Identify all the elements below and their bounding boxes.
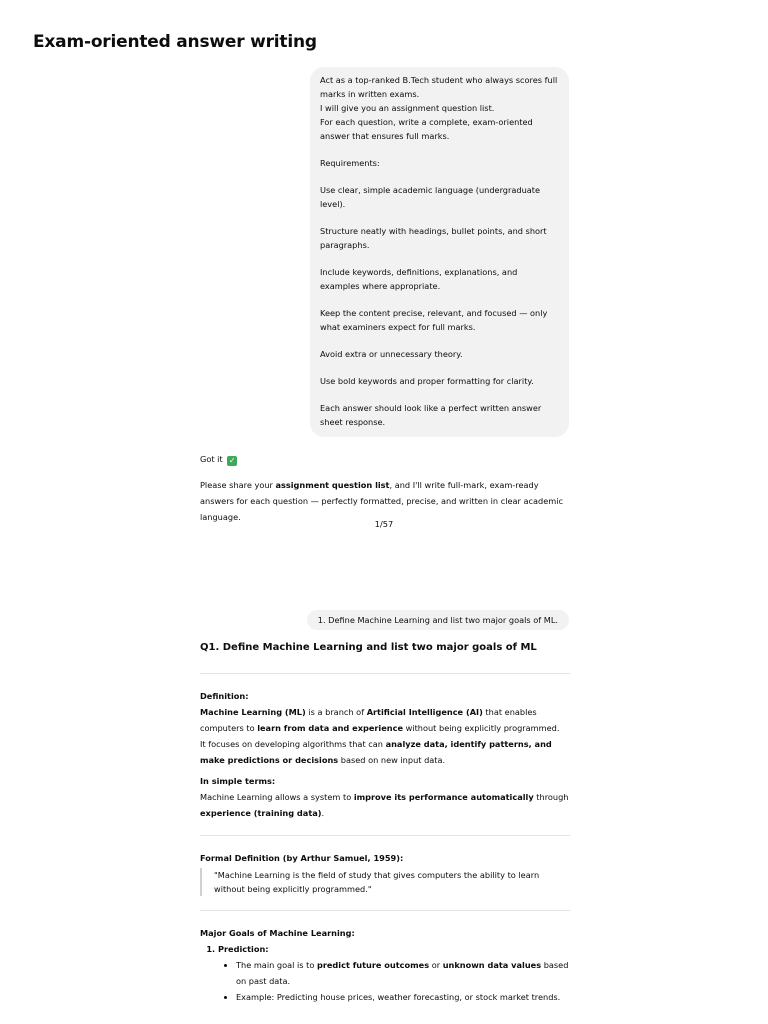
requirement-item: Include keywords, definitions, explanations, and examples where appropriate. bbox=[320, 267, 518, 291]
simple-terms-label: In simple terms: bbox=[200, 776, 276, 786]
text: The main goal is to bbox=[236, 960, 317, 970]
response-pager bbox=[0, 519, 768, 529]
requirement-item: Avoid extra or unnecessary theory. bbox=[320, 349, 463, 359]
goal-bullet bbox=[236, 957, 570, 989]
requirements-label: Requirements: bbox=[320, 158, 380, 168]
bold-term: predict future outcomes bbox=[316, 960, 430, 970]
formal-definition-quote: "Machine Learning is the field of study that gives computers the ability to learn without being explicitly programmed." bbox=[200, 868, 570, 896]
requirement-item: Keep the content precise, relevant, and focused — only what examiners expect for full marks. bbox=[320, 308, 548, 332]
reply-bold: assignment question list bbox=[275, 480, 390, 490]
text: . bbox=[321, 808, 325, 818]
text: or bbox=[429, 960, 443, 970]
goals-list bbox=[200, 941, 570, 1005]
user-message-line: For each question, write a complete, exam-oriented answer that ensures full marks. bbox=[320, 117, 533, 141]
goal-bullets bbox=[218, 957, 570, 1005]
requirement-item: Each answer should look like a perfect written answer sheet response. bbox=[320, 403, 542, 427]
user-message-bubble bbox=[310, 67, 569, 437]
response-page-indicator[interactable]: 1/57 bbox=[374, 519, 394, 529]
bold-term: unknown data values bbox=[442, 960, 542, 970]
text: Machine Learning allows a system to bbox=[200, 792, 354, 802]
user-message-text: 1. Define Machine Learning and list two major goals of ML. bbox=[317, 615, 558, 625]
reply-text: , and I'll write full-mark, exam-ready answers for each question — perfectly formatted, precise, and written in clear academic language. bbox=[200, 480, 564, 522]
page-title: Exam-oriented answer writing bbox=[33, 32, 317, 52]
text: through bbox=[533, 792, 569, 802]
simple-terms-text bbox=[200, 789, 570, 821]
requirement-item: Use bold keywords and proper formatting for clarity. bbox=[320, 376, 534, 386]
bold-term: Machine Learning (ML) bbox=[200, 707, 306, 717]
user-message-bubble-2 bbox=[307, 610, 569, 630]
user-message-line: Act as a top-ranked B.Tech student who always scores full marks in written exams. bbox=[320, 75, 558, 99]
goal-bullet bbox=[236, 989, 570, 1005]
assistant-answer bbox=[200, 639, 570, 1005]
assistant-reply-text bbox=[200, 477, 570, 525]
answer-heading: Q1. Define Machine Learning and list two major goals of ML bbox=[200, 642, 537, 653]
assistant-got-it bbox=[200, 451, 570, 467]
text: Example: Predicting house prices, weather forecasting, or stock market trends. bbox=[236, 992, 561, 1002]
text: It focuses on developing algorithms that can bbox=[200, 739, 386, 749]
requirement-item: Structure neatly with headings, bullet points, and short paragraphs. bbox=[320, 226, 547, 250]
text: is a branch of bbox=[305, 707, 367, 717]
bold-term: learn from data and experience bbox=[257, 723, 404, 733]
definition-label: Definition: bbox=[200, 691, 249, 701]
bold-term: experience (training data) bbox=[200, 808, 322, 818]
goals-label: Major Goals of Machine Learning: bbox=[200, 928, 355, 938]
requirement-item: Use clear, simple academic language (undergraduate level). bbox=[320, 185, 541, 209]
got-it-text: Got it bbox=[200, 454, 223, 464]
reply-text: Please share your bbox=[200, 480, 276, 490]
text: without being explicitly programmed. bbox=[403, 723, 560, 733]
bold-term: analyze data, identify patterns, and make predictions or decisions bbox=[200, 739, 552, 765]
check-mark-icon: ✓ bbox=[228, 456, 236, 465]
bold-term: improve its performance automatically bbox=[353, 792, 534, 802]
goal-title: Prediction: bbox=[218, 944, 269, 954]
text: that enables computers to bbox=[200, 707, 537, 733]
definition-text-1 bbox=[200, 704, 570, 736]
goal-item bbox=[218, 941, 570, 1005]
text: based on new input data. bbox=[338, 755, 446, 765]
text: based on past data. bbox=[236, 960, 569, 986]
formal-definition-label: Formal Definition (by Arthur Samuel, 1959): bbox=[200, 853, 404, 863]
user-message-line: I will give you an assignment question list. bbox=[320, 103, 495, 113]
definition-text-2 bbox=[200, 736, 570, 768]
bold-term: Artificial Intelligence (AI) bbox=[366, 707, 483, 717]
